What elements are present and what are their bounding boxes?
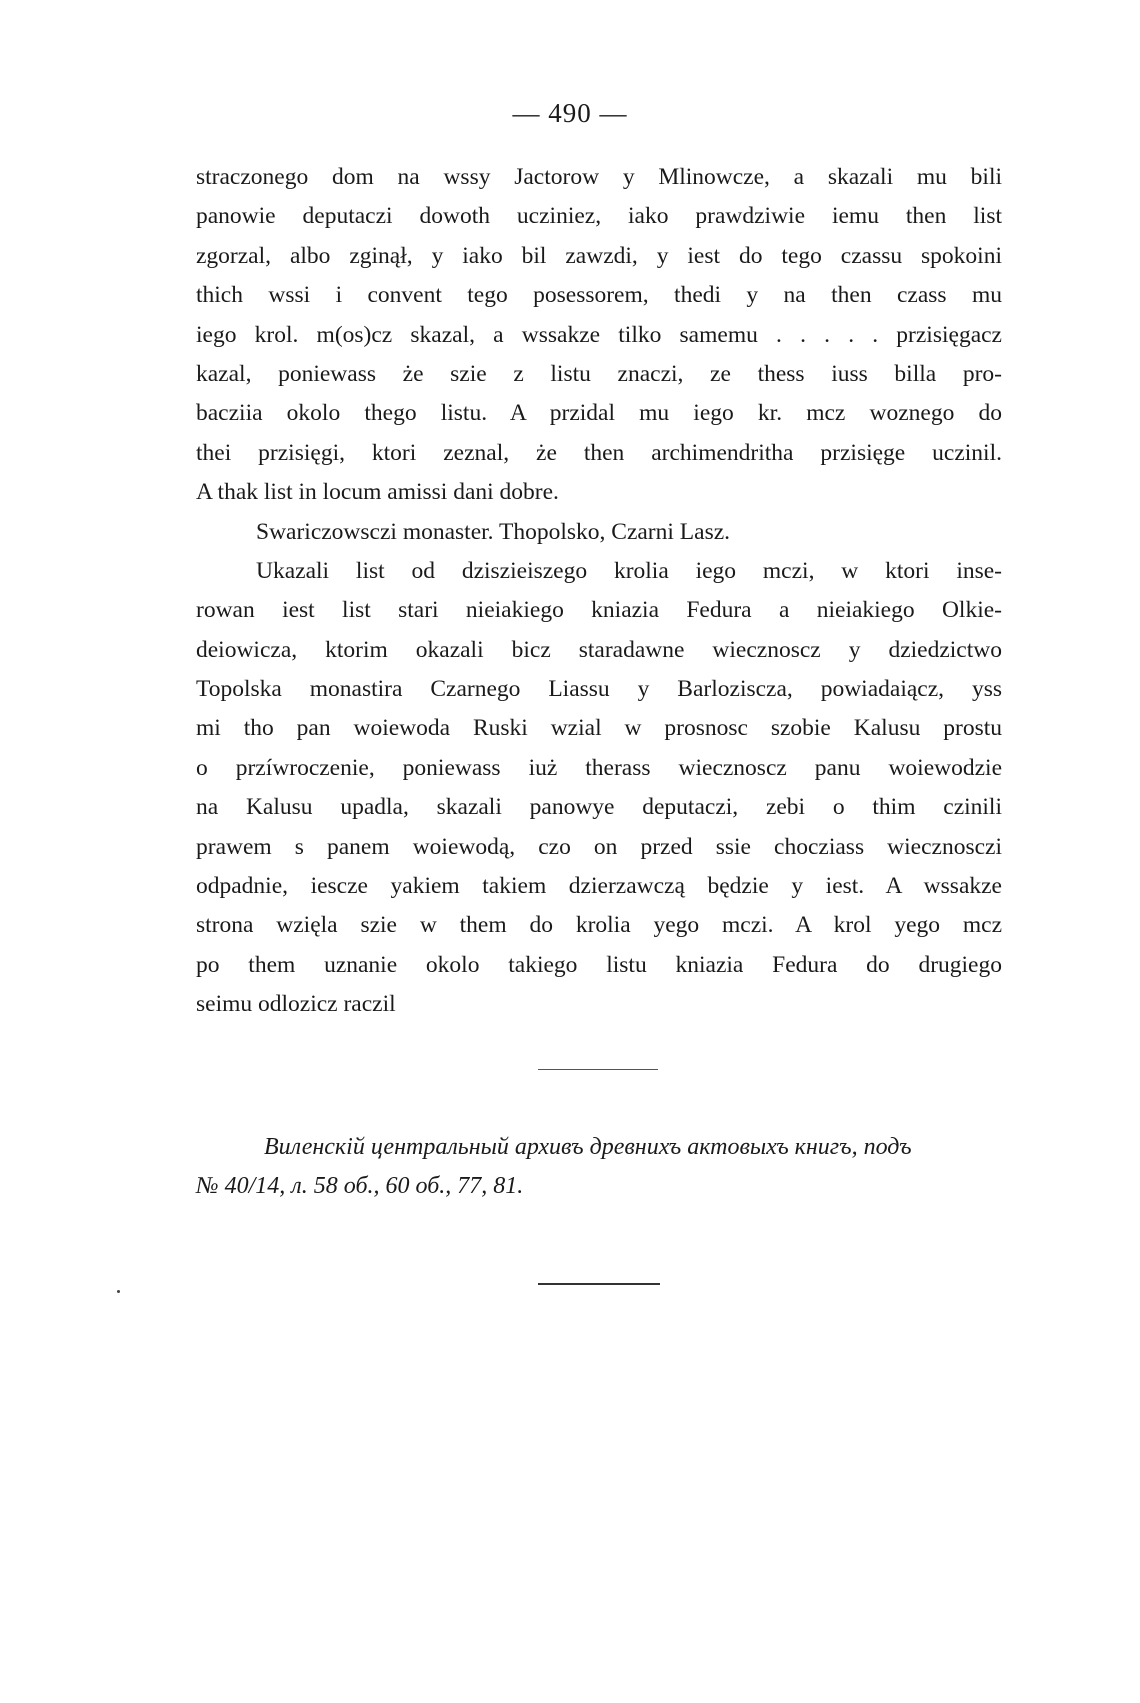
text-line: Ukazali list od dziszieiszego krolia iego mczi, w ktori inse- bbox=[256, 557, 1002, 584]
text-line: A thak list in locum amissi dani dobre. bbox=[196, 479, 559, 506]
separator-rule bbox=[538, 1069, 658, 1070]
footnote-line: Виленскій центральный архивъ древнихъ актовыхъ книгъ, подъ bbox=[264, 1134, 912, 1160]
text-line: po them uznanie okolo takiego listu kniazia Fedura do drugiego bbox=[196, 951, 1002, 978]
text-line: rowan iest list stari nieiakiego kniazia Fedura a nieiakiego Olkie- bbox=[196, 597, 1002, 624]
text-line: odpadnie, iescze yakiem takiem dzierzawczą będzie y iest. A wssakze bbox=[196, 873, 1002, 900]
text-line: seimu odlozicz raczil bbox=[196, 991, 396, 1018]
footnote-line: № 40/14, л. 58 об., 60 об., 77, 81. bbox=[196, 1173, 524, 1200]
text-line: zgorzal, albo zginął, y iako bil zawzdi, y iest do tego czassu spokoini bbox=[196, 242, 1002, 269]
end-rule bbox=[538, 1283, 660, 1285]
text-line: strona wzięla szie w them do krolia yego mczi. A krol yego mcz bbox=[196, 912, 1002, 939]
text-line: mi tho pan woiewoda Ruski wzial w prosnosc szobie Kalusu prostu bbox=[196, 715, 1002, 742]
text-line: panowie deputaczi dowoth ucziniez, iako prawdziwie iemu then list bbox=[196, 203, 1002, 230]
text-line: thei przisięgi, ktori zeznal, że then archimendritha przisięge uczinil. bbox=[196, 439, 1002, 466]
text-line: na Kalusu upadla, skazali panowye deputaczi, zebi o thim czinili bbox=[196, 794, 1002, 821]
print-speck bbox=[117, 1290, 120, 1293]
text-line: iego krol. m(os)cz skazal, a wssakze tilko samemu . . . . . przisięgacz bbox=[196, 321, 1002, 348]
body-text bbox=[196, 158, 1002, 1025]
text-line: thich wssi i convent tego posessorem, thedi y na then czass mu bbox=[196, 282, 1002, 309]
source-footnote bbox=[196, 1126, 1002, 1205]
section-heading: Swariczowsczi monaster. Thopolsko, Czarni Lasz. bbox=[256, 518, 731, 545]
text-line: o przíwroczenie, poniewass iuż therass wiecznoscz panu woiewodzie bbox=[196, 754, 1002, 781]
text-line: bacziia okolo thego listu. A przidal mu iego kr. mcz woznego do bbox=[196, 400, 1002, 427]
text-line: prawem s panem woiewodą, czo on przed ssie chocziass wiecznosczi bbox=[196, 833, 1002, 860]
text-line: straczonego dom na wssy Jactorow y Mlinowcze, a skazali mu bili bbox=[196, 164, 1002, 190]
text-line: kazal, poniewass że szie z listu znaczi, ze thess iuss billa pro- bbox=[196, 360, 1002, 387]
text-line: Topolska monastira Czarnego Liassu y Barloziscza, powiadaiącz, yss bbox=[196, 676, 1002, 703]
text-line: deiowicza, ktorim okazali bicz staradawne wiecznoscz y dziedzictwo bbox=[196, 636, 1002, 663]
page-number: — 490 — bbox=[512, 98, 628, 128]
